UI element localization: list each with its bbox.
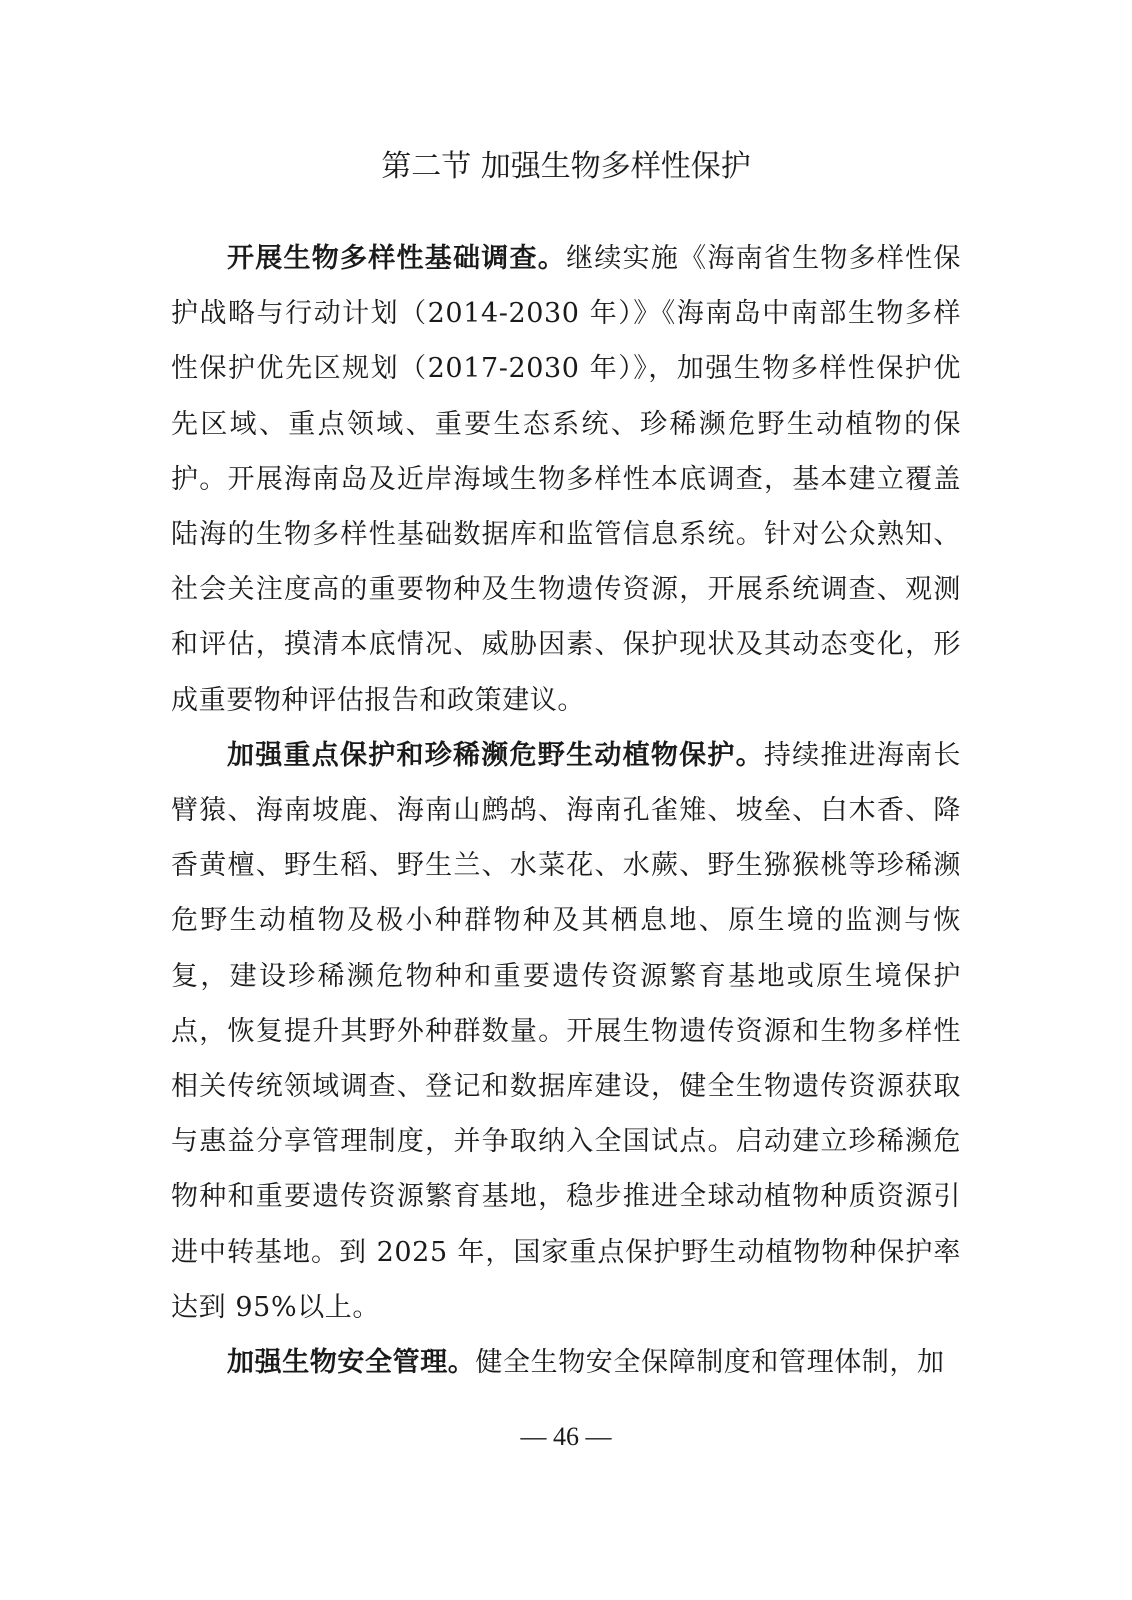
- paragraph-biodiversity-survey: [171, 231, 961, 728]
- page-number: — 46 —: [520, 1422, 612, 1451]
- paragraph-text: 继续实施《海南省生物多样性保护战略与行动计划（2014-2030 年）》《海南岛中南部生物多样性保护优先区规划（2017-2030 年）》，加强生物多样性保护优先区域、重点领域、重要生态系统、珍稀濒危野生动植物的保护。开展海南岛及近岸海域生物多样性本底调查，基本建立覆盖陆海的生物多样性基础数据库和监管信息系统。针对公众熟知、社会关注度高的重要物种及生物遗传资源，开展系统调查、观测和评估，摸清本底情况、威胁因素、保护现状及其动态变化，形成重要物种评估报告和政策建议。: [171, 243, 962, 716]
- paragraph-lead: 开展生物多样性基础调查。: [227, 243, 567, 274]
- paragraph-biosafety: [171, 1335, 961, 1390]
- section-title: 第二节 加强生物多样性保护: [381, 149, 751, 184]
- body-text: [171, 231, 961, 1390]
- paragraph-text: 持续推进海南长臂猿、海南坡鹿、海南山鹧鸪、海南孔雀雉、坡垒、白木香、降香黄檀、野生稻、野生兰、水菜花、水蕨、野生猕猴桃等珍稀濒危野生动植物及极小种群物种及其栖息地、原生境的监测与恢复，建设珍稀濒危物种和重要遗传资源繁育基地或原生境保护点，恢复提升其野外种群数量。开展生物遗传资源和生物多样性相关传统领域调查、登记和数据库建设，健全生物遗传资源获取与惠益分享管理制度，并争取纳入全国试点。启动建立珍稀濒危物种和重要遗传资源繁育基地，稳步推进全球动植物种质资源引进中转基地。到 2025 年，国家重点保护野生动植物物种保护率达到 95%以上。: [171, 739, 961, 1323]
- paragraph-lead: 加强生物安全管理。: [227, 1347, 476, 1379]
- paragraph-lead: 加强重点保护和珍稀濒危野生动植物保护。: [227, 739, 764, 771]
- paragraph-text: 健全生物安全保障制度和管理体制，加: [475, 1347, 945, 1379]
- paragraph-endangered-species: [171, 728, 961, 1335]
